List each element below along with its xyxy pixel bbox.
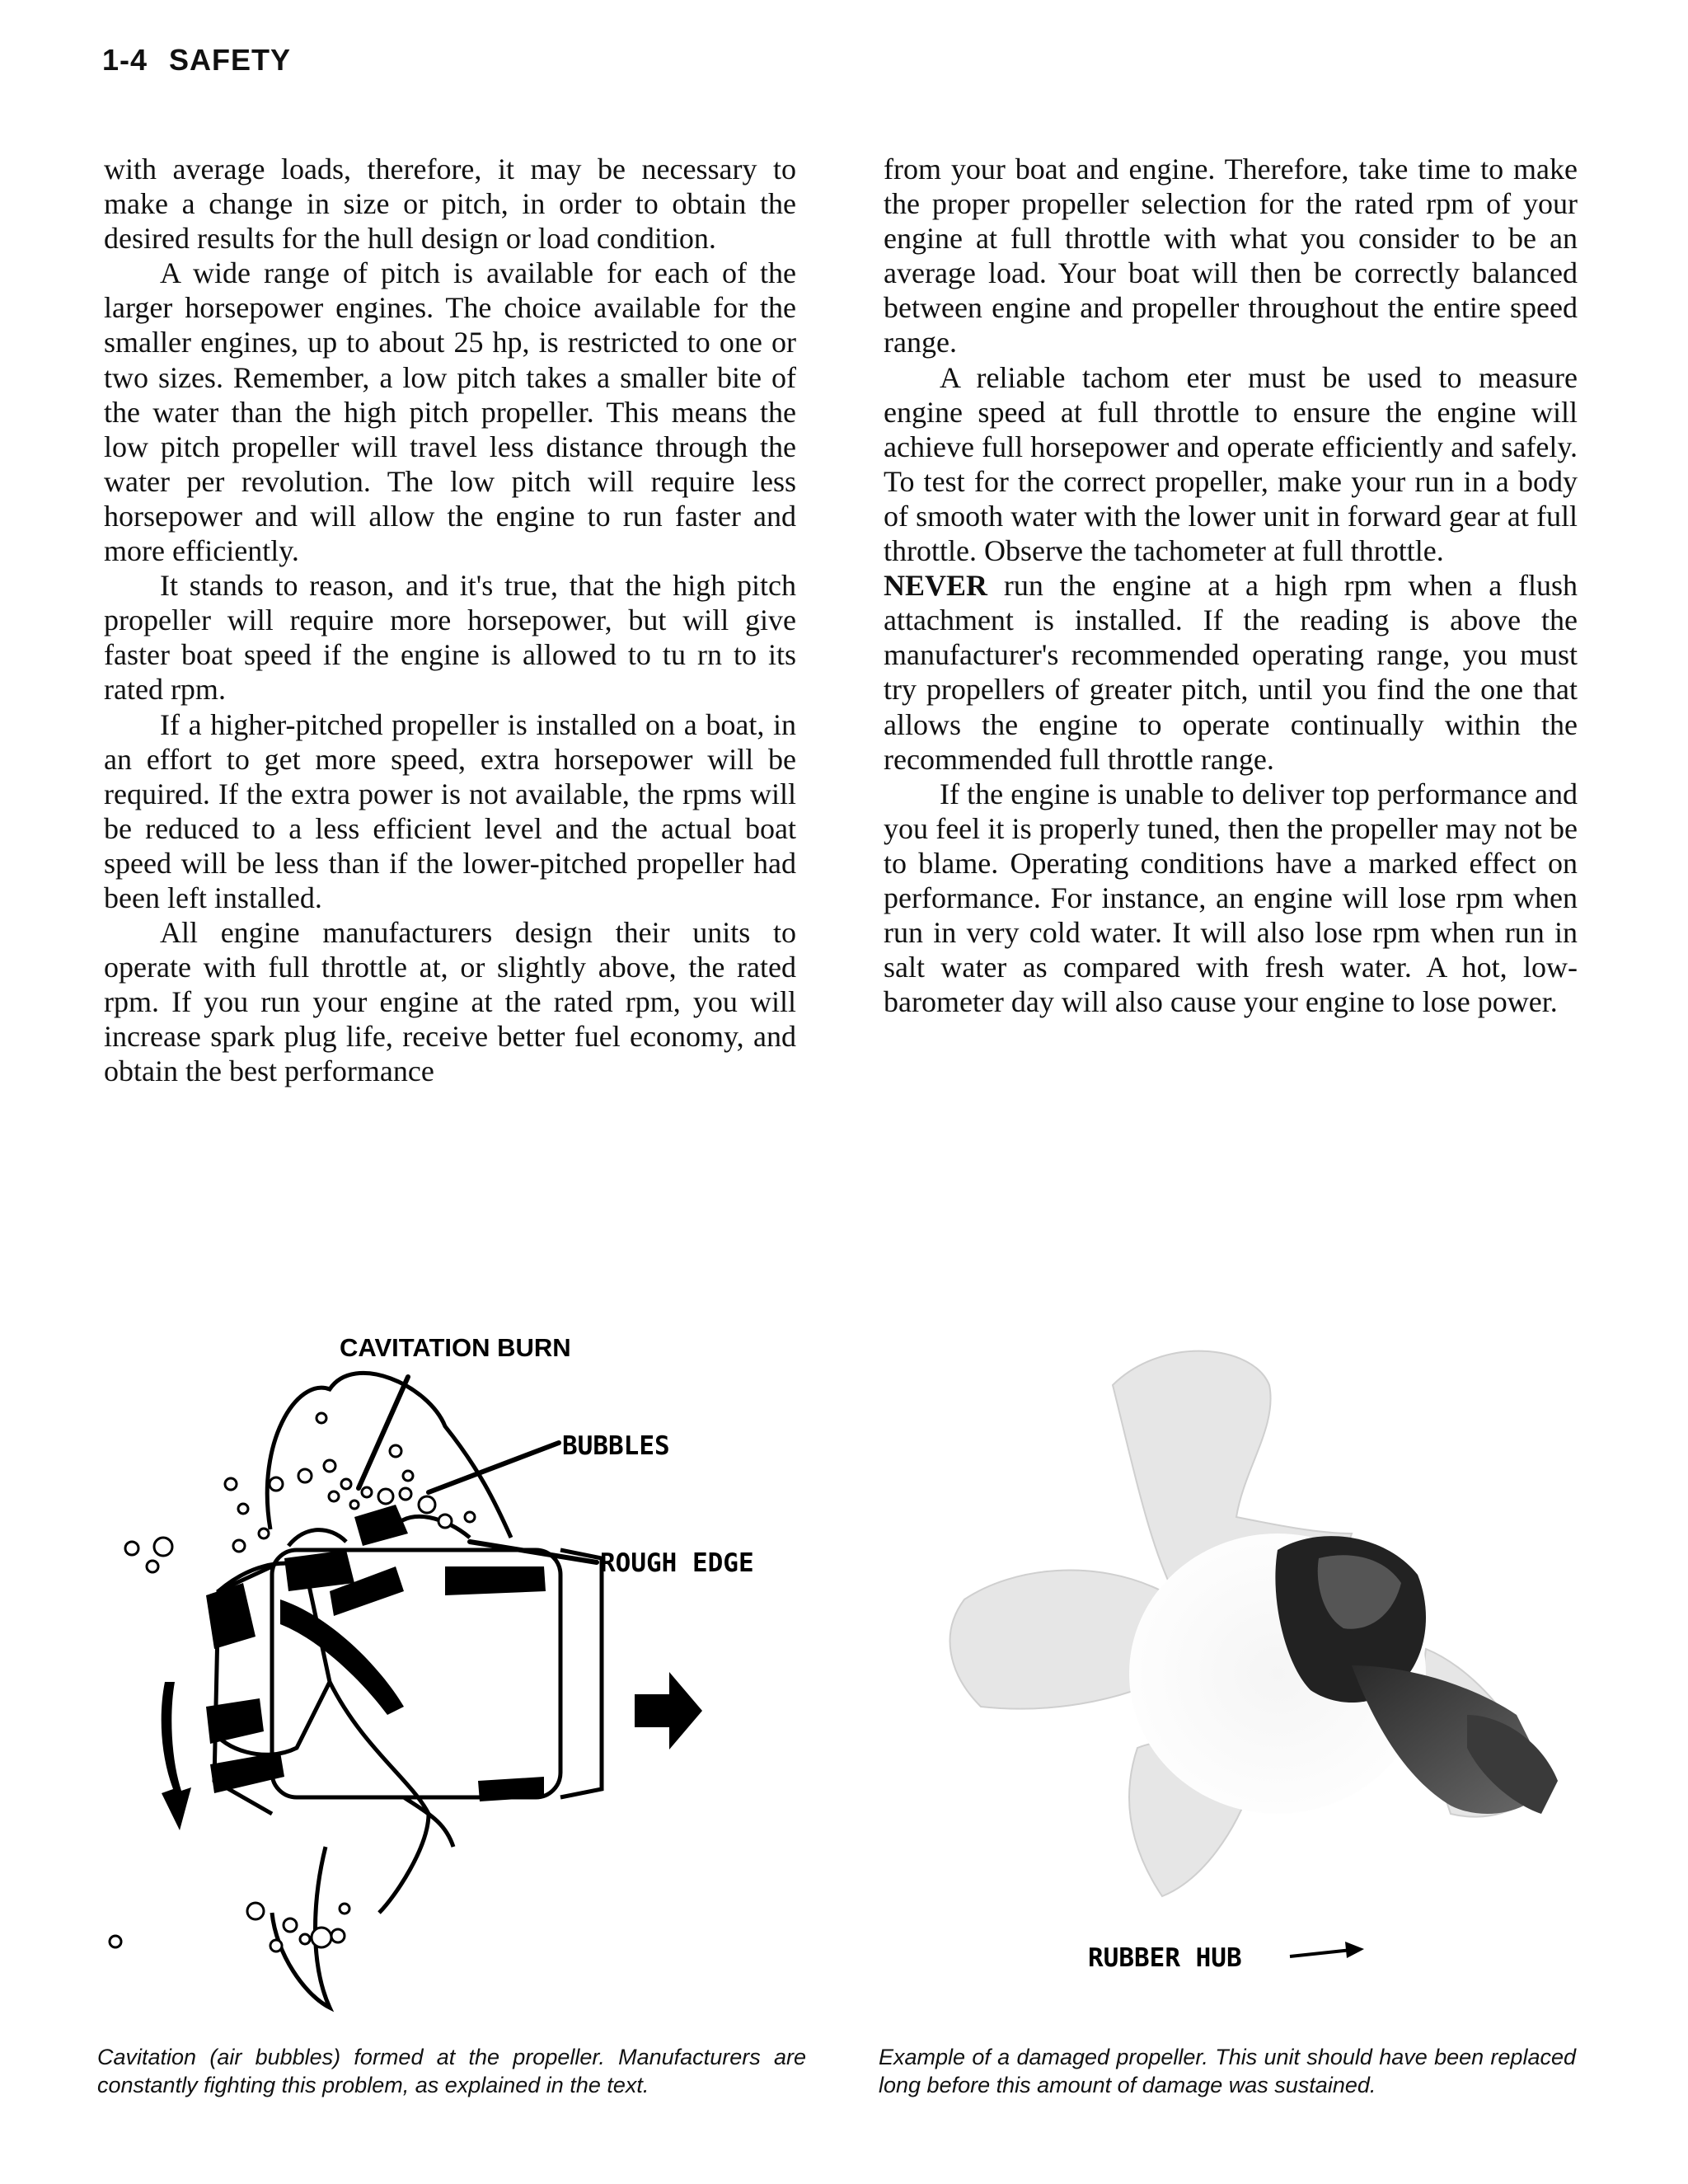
page-header	[102, 43, 291, 77]
left-paragraph-1: with average loads, therefore, it may be necessary to make a change in size or pitch, in order to obtain the desired results for the hull design or load condition.	[104, 153, 796, 256]
right-paragraph-1: from your boat and engine. Therefore, take time to make the proper propeller selection for the rated rpm of your engine at full throttle with what you consider to be an average load. Your boat will then be correctly balanced between engine and propeller throughout the entire speed range.	[884, 153, 1578, 359]
cavitation-diagram	[82, 1319, 841, 2028]
rubber-hub-arrow	[1290, 1942, 1364, 1958]
left-paragraph-3: It stands to reason, and it's true, that the high pitch propeller will require more horsepower, but will give faster boat speed if the engine is allowed to tu rn to its rated rpm.	[104, 569, 796, 707]
bubbles	[110, 1413, 475, 1952]
right-paragraph-3	[884, 568, 1578, 777]
right-figure-caption: Example of a damaged propeller. This unit should have been replaced long before this amount of damage was sustained.	[879, 2045, 1576, 2097]
rubber-hub-label: RUBBER HUB	[1088, 1943, 1242, 1973]
left-paragraph-5: All engine manufacturers design their units to operate with full throttle at, or slightly above, the rated rpm. If you run your engine at the rated rpm, you will increase spark plug life, receive better fuel economy, and obtain the best performance	[104, 916, 796, 1088]
page-number: 1-4	[102, 43, 148, 77]
rotation-arrow-icon	[162, 1682, 191, 1830]
right-paragraph-4: If the engine is unable to deliver top performance and you feel it is properly tuned, then the propeller may not be to blame. Operating conditions have a marked effect on performance. For instance, an engine will lose rpm when run in very cold water. It will also lose rpm when run in salt water as compared with fresh water. A hot, low-barometer day will also cause your engine to lose power.	[884, 777, 1578, 1019]
left-paragraph-2: A wide range of pitch is available for each of the larger horsepower engines. The choice available for the smaller engines, up to about 25 hp, is restricted to one or two sizes. Remember, a low pitch takes a smaller bite of the water than the high pitch propeller. This means the low pitch propeller will travel less distance through the water per revolution. The low pitch will require less horsepower and will allow the engine to run faster and more efficiently.	[104, 256, 796, 568]
damaged-propeller-figure	[890, 1319, 1632, 2028]
cavitation-figure	[82, 1319, 841, 2028]
damaged-propeller-photo	[890, 1319, 1632, 2028]
cavitation-burn-label: CAVITATION BURN	[340, 1333, 571, 1362]
right-paragraph-2: A reliable tachom eter must be used to measure engine speed at full throttle to ensure the engine will achieve full horsepower and operate efficiently and safely. To test for the correct propeller, make your run in a body of smooth water with the lower unit in forward gear at full throttle. Observe the tachometer at full throttle.	[884, 360, 1578, 568]
thrust-arrow-icon	[635, 1672, 702, 1750]
never-warning: NEVER	[884, 569, 988, 603]
left-text-column	[104, 152, 796, 1089]
right-text-column	[884, 152, 1578, 1019]
left-paragraph-4: If a higher-pitched propeller is installed on a boat, in an effort to get more speed, extra horsepower will be required. If the extra power is not available, the rpms will be reduced to a less efficient level and the actual boat speed will be less than if the lower-pitched propeller had been left installed.	[104, 707, 796, 914]
left-figure-caption: Cavitation (air bubbles) formed at the propeller. Manufacturers are constantly fighting this problem, as explained in the text.	[97, 2045, 806, 2097]
section-title: SAFETY	[169, 43, 292, 77]
never-warning-text: run the engine at a high rpm when a flush attachment is installed. If the reading is above the manufacturer's recommended operating range, you must try propellers of greater pitch, until you find the one that allows the engine to operate continually within the recommended full throttle range.	[884, 569, 1578, 776]
propeller-drawing	[214, 1373, 602, 2008]
rough-edge-label: ROUGH EDGE	[600, 1548, 754, 1578]
bubbles-label: BUBBLES	[562, 1431, 670, 1461]
